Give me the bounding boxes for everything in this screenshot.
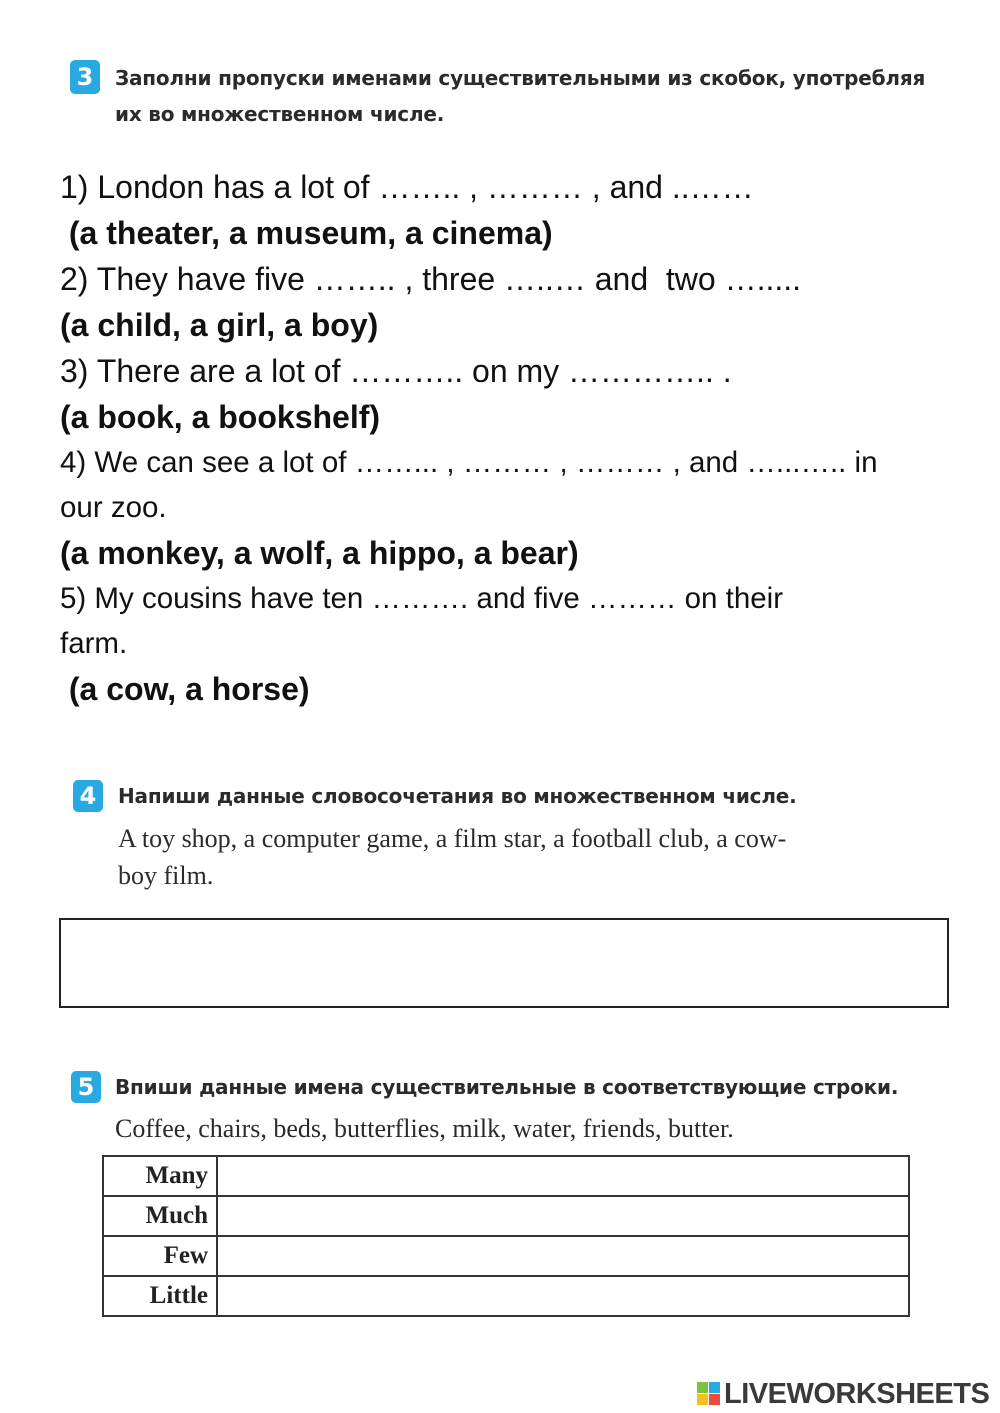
noun-hint: (a cow, a horse) — [60, 671, 310, 707]
instruction-line: Заполни пропуски именами существительными из скобок, употребляя — [115, 66, 926, 90]
sentence-line: 4) We can see a lot of ……... , ……… , ……… , and …...….. in — [60, 446, 878, 479]
instruction-line: их во множественном числе. — [115, 102, 445, 126]
sentence-line: 5) My cousins have ten ………. and five ……… on their — [60, 582, 784, 615]
word-list-line: A toy shop, a computer game, a film star, a football club, a cow- — [118, 824, 787, 853]
liveworksheets-logo[interactable] — [697, 1378, 989, 1410]
word-list: Coffee, chairs, beds, butterflies, milk, water, friends, butter. — [115, 1114, 734, 1143]
sentence-line: farm. — [60, 627, 128, 660]
row-label: Few — [103, 1236, 217, 1276]
task-instruction: Впиши данные имена существительные в соответствующие строки. — [115, 1075, 899, 1099]
task-number-badge: 3 — [70, 60, 100, 94]
answer-cell[interactable] — [217, 1196, 909, 1236]
task-number-badge: 5 — [71, 1071, 101, 1103]
answer-cell[interactable] — [217, 1276, 909, 1316]
noun-hint: (a theater, a museum, a cinema) — [60, 215, 553, 251]
logo-icon — [697, 1382, 721, 1406]
noun-hint: (a child, a girl, a boy) — [60, 307, 379, 343]
answer-cell[interactable] — [217, 1156, 909, 1196]
noun-hint: (a book, a bookshelf) — [60, 399, 381, 435]
word-list — [118, 820, 786, 894]
sentence-line: our zoo. — [60, 491, 167, 524]
exercise-sentences — [60, 164, 960, 712]
sentence-line: 3) There are a lot of ……….. on my ………….. . — [60, 353, 732, 389]
task-instruction: Напиши данные словосочетания во множественном числе. — [118, 784, 797, 808]
row-label: Many — [103, 1156, 217, 1196]
task-instruction — [115, 60, 925, 132]
table-row — [103, 1276, 909, 1316]
table-row — [103, 1196, 909, 1236]
noun-hint: (a monkey, a wolf, a hippo, a bear) — [60, 535, 579, 571]
answer-cell[interactable] — [217, 1236, 909, 1276]
sentence-line: 2) They have five …….. , three …..… and two …..... — [60, 261, 802, 297]
row-label: Little — [103, 1276, 217, 1316]
table-row — [103, 1156, 909, 1196]
table-row — [103, 1236, 909, 1276]
task-number-badge: 4 — [73, 780, 103, 812]
answer-input-box[interactable] — [59, 918, 949, 1008]
sentence-line: 1) London has a lot of …….. , ……… , and ..…… — [60, 169, 754, 205]
word-list-line: boy film. — [118, 861, 214, 890]
row-label: Much — [103, 1196, 217, 1236]
many-much-table — [102, 1155, 910, 1317]
logo-text: LIVEWORKSHEETS — [724, 1377, 990, 1410]
